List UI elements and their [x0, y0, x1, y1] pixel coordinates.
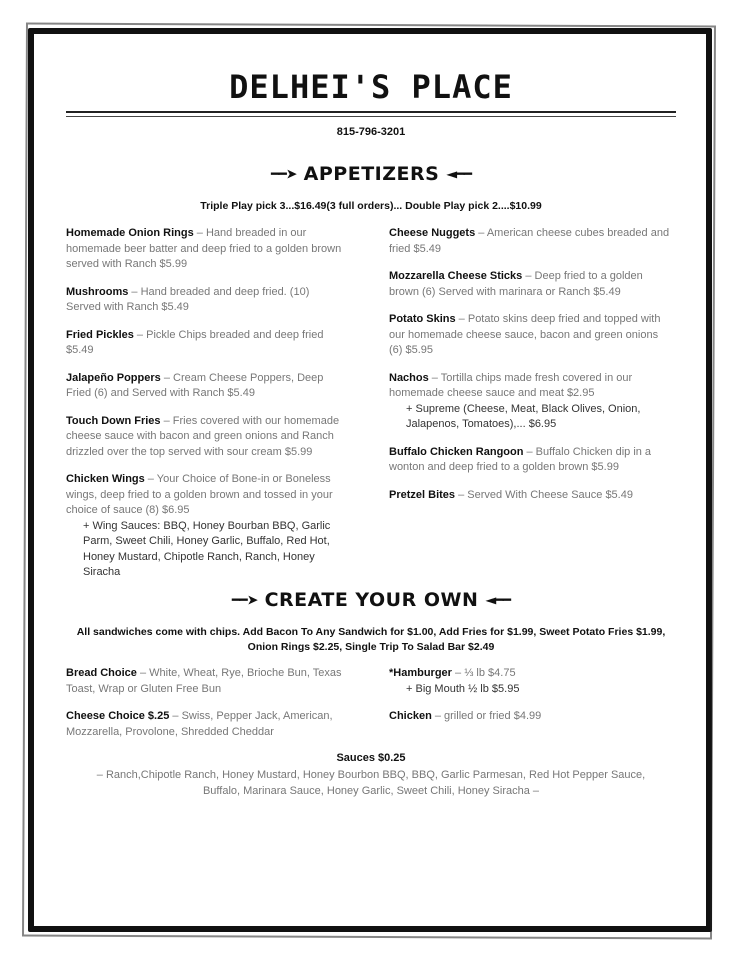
title-rule-thin	[66, 116, 676, 117]
item-name: Mushrooms	[66, 285, 129, 298]
sandwich-note: All sandwiches come with chips. Add Bacon To Any Sandwich for $1.00, Add Fries for $1.99, Sweet Potato Fries $1.99, Onion Rings $2.25, Single Trip To Salad Bar $2.49	[76, 626, 666, 653]
item-name: Touch Down Fries	[66, 414, 161, 427]
phone-number: 815-796-3201	[336, 126, 406, 138]
item-desc: – Cream Cheese Poppers, Deep Fried (6) and Served with Ranch $5.49	[66, 371, 324, 399]
menu-item	[389, 269, 671, 300]
item-name: Jalapeño Poppers	[66, 371, 161, 384]
appetizers-right-column	[389, 226, 671, 515]
menu-item	[389, 445, 671, 476]
item-sub: + Wing Sauces: BBQ, Honey Bourban BBQ, Garlic Parm, Sweet Chili, Honey Garlic, Buffalo, Red Hot, Honey Mustard, Chipotle Ranch, Ranch, Honey Siracha	[83, 519, 331, 578]
sauces-title: Sauces $0.25	[336, 752, 406, 764]
menu-item	[66, 666, 346, 697]
item-name: Bread Choice	[66, 667, 137, 679]
item-desc: – American cheese cubes breaded and fried $5.49	[389, 227, 670, 255]
item-desc: – Buffalo Chicken dip in a wonton and deep fried to a golden brown $5.99	[389, 445, 652, 473]
item-desc: – Your Choice of Bone-in or Boneless wings, deep fried to a golden brown and tossed in your choice of sauce (8) $6.95	[66, 473, 333, 516]
menu-item	[389, 488, 671, 504]
item-name: Cheese Choice $.25	[66, 710, 170, 722]
item-name: Buffalo Chicken Rangoon	[389, 445, 524, 458]
item-sub: + Supreme (Cheese, Meat, Black Olives, Onion, Jalapenos, Tomatoes),... $6.95	[406, 402, 641, 430]
menu-item	[66, 371, 346, 402]
item-name: Homemade Onion Rings	[66, 227, 194, 239]
item-name: *Hamburger	[389, 667, 452, 679]
restaurant-title: DELHEI'S PLACE	[229, 68, 513, 106]
appetizers-heading-text: APPETIZERS	[303, 163, 440, 185]
item-name: Fried Pickles	[66, 328, 134, 341]
create-left-column	[66, 666, 346, 752]
item-desc: – White, Wheat, Rye, Brioche Bun, Texas Toast, Wrap or Gluten Free Bun	[66, 667, 342, 695]
menu-item	[389, 666, 671, 697]
item-name: Pretzel Bites	[389, 488, 456, 501]
item-desc: – Potato skins deep fried and topped with our homemade cheese sauce, bacon and green onions (6) $5.95	[389, 313, 661, 356]
appetizers-heading	[0, 163, 742, 185]
item-desc: – grilled or fried $4.99	[431, 710, 542, 722]
item-desc: – Fries covered with our homemade cheese sauce with bacon and green onions and Ranch drizzled over the top served with sour cream $5.99	[66, 414, 340, 458]
item-desc: – Pickle Chips breaded and deep fried $5.49	[66, 328, 324, 356]
item-desc: – Hand breaded in our homemade beer batter and deep fried to a golden brown served with Ranch $5.99	[66, 227, 342, 270]
item-desc: – ⅓ lb $4.75	[451, 667, 516, 679]
item-desc: – Served With Cheese Sauce $5.49	[455, 488, 633, 501]
create-heading-text: CREATE YOUR OWN	[264, 589, 479, 611]
arrow-right-icon: ━━➤	[270, 166, 297, 183]
item-name: Chicken	[389, 710, 432, 722]
item-name: Mozzarella Cheese Sticks	[389, 270, 523, 282]
menu-item	[66, 709, 346, 740]
item-name: Chicken Wings	[66, 473, 145, 485]
title-rule	[66, 111, 676, 113]
menu-item	[389, 371, 671, 433]
item-name: Potato Skins	[389, 313, 456, 325]
arrow-left-icon: ◄━━	[446, 166, 472, 183]
item-name: Nachos	[389, 371, 429, 384]
menu-item	[66, 414, 346, 461]
create-your-own-heading	[0, 589, 742, 611]
create-right-column	[389, 666, 671, 737]
item-desc: – Hand breaded and deep fried. (10) Served with Ranch $5.49	[66, 285, 310, 313]
appetizers-left-column	[66, 226, 346, 593]
item-sub: + Big Mouth ½ lb $5.95	[406, 682, 520, 695]
item-desc: – Swiss, Pepper Jack, American, Mozzarella, Provolone, Shredded Cheddar	[66, 710, 333, 738]
menu-item	[66, 472, 346, 581]
sauces-list: – Ranch,Chipotle Ranch, Honey Mustard, Honey Bourbon BBQ, BBQ, Garlic Parmesan, Red Hot Pepper Sauce, Buffalo, Marinara Sauce, Honey Garlic, Sweet Chili, Honey Siracha –	[96, 769, 646, 797]
menu-item	[66, 226, 346, 273]
menu-item	[66, 285, 346, 316]
menu-item	[389, 226, 671, 257]
item-desc: – Tortilla chips made fresh covered in our homemade cheese sauce and meat $2.95	[389, 371, 633, 399]
menu-item	[389, 709, 671, 725]
appetizer-specials: Triple Play pick 3...$16.49(3 full orders)... Double Play pick 2....$10.99	[200, 200, 542, 212]
item-desc: – Deep fried to a golden brown (6) Served with marinara or Ranch $5.49	[389, 270, 643, 298]
arrow-right-icon: ━━➤	[231, 592, 258, 609]
menu-item	[66, 328, 346, 359]
item-name: Cheese Nuggets	[389, 227, 476, 239]
arrow-left-icon: ◄━━	[485, 592, 511, 609]
menu-item	[389, 312, 671, 359]
